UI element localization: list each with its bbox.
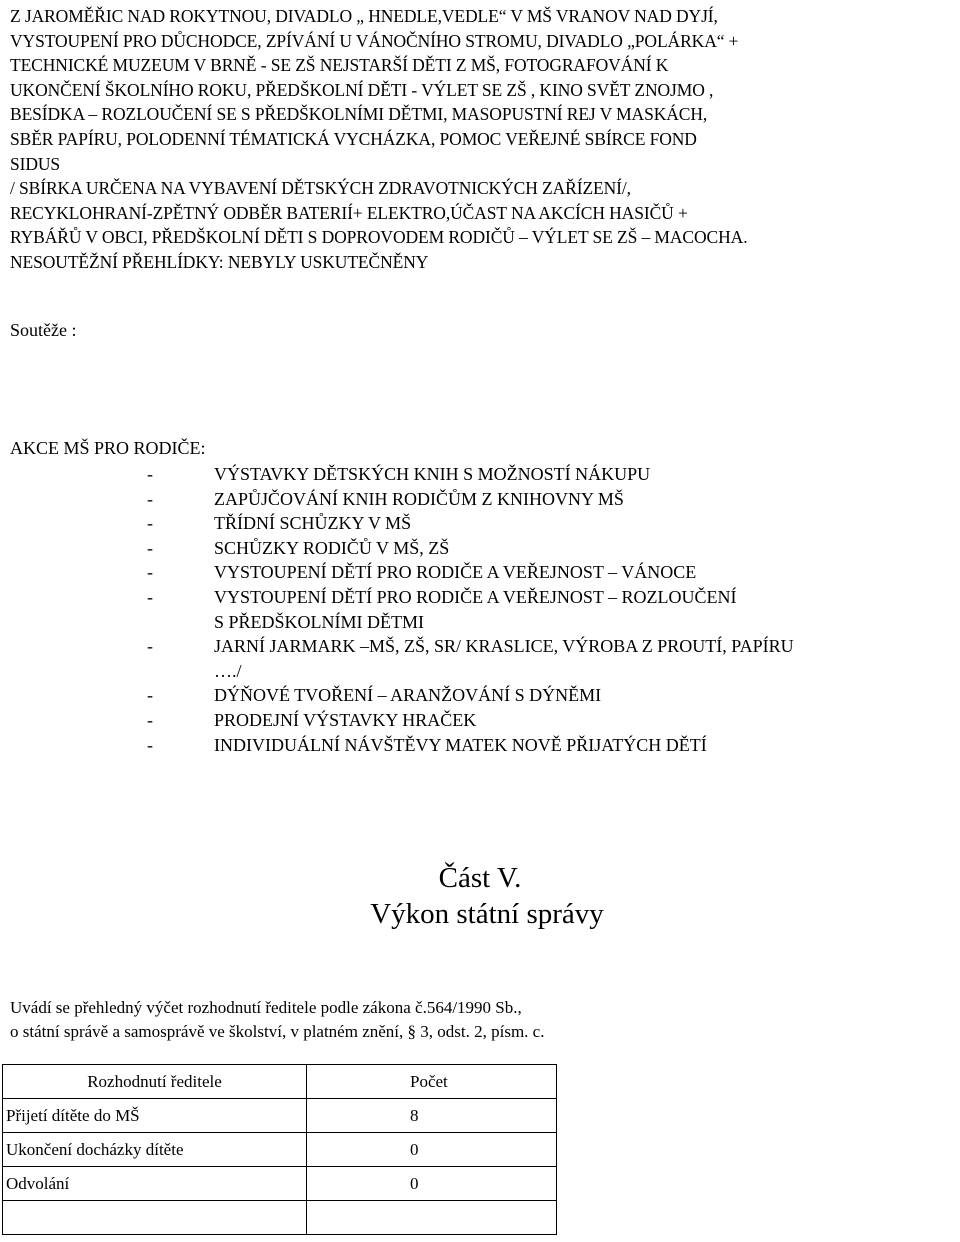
intro-line: SBĚR PAPÍRU, POLODENNÍ TÉMATICKÁ VYCHÁZKA, POMOC VEŘEJNÉ SBÍRCE FOND: [10, 128, 697, 149]
table-row: [3, 1133, 557, 1167]
table-row: [3, 1099, 557, 1133]
intro-line: Z JAROMĚŘIC NAD ROKYTNOU, DIVADLO „ HNEDLE,VEDLE“ V MŠ VRANOV NAD DYJÍ,: [10, 6, 718, 26]
intro-line: SIDUS: [10, 153, 61, 174]
list-item: [0, 634, 960, 683]
intro-line: BESÍDKA – ROZLOUČENÍ SE S PŘEDŠKOLNÍMI DĚTMI, MASOPUSTNÍ REJ V MASKÁCH,: [10, 104, 708, 125]
competitions-label: Soutěže :: [10, 320, 77, 340]
list-item: [0, 733, 960, 758]
table-header-row: [3, 1065, 557, 1099]
list-item-text: VÝSTAVKY DĚTSKÝCH KNIH S MOŽNOSTÍ NÁKUPU: [214, 464, 651, 484]
list-dash: -: [147, 513, 153, 534]
table-row: [3, 1201, 557, 1235]
list-item-text: DÝŇOVÉ TVOŘENÍ – ARANŽOVÁNÍ S DÝNĚMI: [214, 685, 602, 706]
parent-activities-heading: AKCE MŠ PRO RODIČE:: [10, 438, 206, 458]
intro-line: RYBÁŘŮ V OBCI, PŘEDŠKOLNÍ DĚTI S DOPROVODEM RODIČŮ – VÝLET SE ZŠ – MACOCHA.: [10, 227, 748, 248]
list-dash: -: [147, 709, 153, 730]
list-item-continuation: …./: [214, 660, 242, 681]
list-dash: -: [147, 562, 153, 583]
table-row: [3, 1167, 557, 1201]
table-cell: [3, 1201, 307, 1235]
column-header: Počet: [307, 1065, 557, 1099]
list-item-text: PRODEJNÍ VÝSTAVKY HRAČEK: [214, 709, 477, 730]
decisions-table: [2, 1064, 557, 1235]
table-cell: 0: [307, 1167, 557, 1201]
intro-line: UKONČENÍ ŠKOLNÍHO ROKU, PŘEDŠKOLNÍ DĚTI - VÝLET SE ZŠ , KINO SVĚT ZNOJMO ,: [10, 79, 714, 100]
list-dash: -: [147, 734, 153, 755]
list-dash: -: [147, 464, 153, 484]
list-item-continuation: S PŘEDŠKOLNÍMI DĚTMI: [214, 611, 425, 632]
list-dash: -: [147, 636, 153, 657]
section-title: Část V.: [438, 862, 522, 894]
list-item: [0, 683, 960, 708]
table-cell: Přijetí dítěte do MŠ: [3, 1099, 307, 1133]
list-dash: -: [147, 488, 153, 509]
table-cell: Ukončení docházky dítěte: [3, 1133, 307, 1167]
list-item-text: SCHŮZKY RODIČŮ V MŠ, ZŠ: [214, 537, 450, 558]
column-header: Rozhodnutí ředitele: [3, 1065, 307, 1099]
list-item: [0, 462, 960, 487]
list-dash: -: [147, 685, 153, 706]
table-cell: Odvolání: [3, 1167, 307, 1201]
intro-line: RECYKLOHRANÍ-ZPĚTNÝ ODBĚR BATERIÍ+ ELEKTRO,ÚČAST NA AKCÍCH HASIČŮ +: [10, 202, 688, 223]
list-item: [0, 511, 960, 536]
intro-line: VYSTOUPENÍ PRO DŮCHODCE, ZPÍVÁNÍ U VÁNOČNÍHO STROMU, DIVADLO „POLÁRKA“ +: [10, 30, 739, 51]
table-cell: 8: [307, 1099, 557, 1133]
list-dash: -: [147, 586, 153, 607]
list-dash: -: [147, 537, 153, 558]
parent-activities-list: [0, 462, 960, 757]
list-item-text: INDIVIDUÁLNÍ NÁVŠTĚVY MATEK NOVĚ PŘIJATÝCH DĚTÍ: [214, 734, 707, 755]
list-item-text: TŘÍDNÍ SCHŮZKY V MŠ: [214, 513, 412, 534]
list-item: [0, 560, 960, 585]
note-line: o státní správě a samosprávě ve školství, v platném znění, § 3, odst. 2, písm. c.: [10, 1022, 545, 1041]
list-item-text: ZAPŮJČOVÁNÍ KNIH RODIČŮM Z KNIHOVNY MŠ: [214, 488, 624, 509]
table-cell: [307, 1201, 557, 1235]
list-item: [0, 536, 960, 561]
activities-paragraph: [10, 4, 955, 275]
section-subtitle: Výkon státní správy: [370, 898, 604, 930]
note-line: Uvádí se přehledný výčet rozhodnutí ředitele podle zákona č.564/1990 Sb.,: [10, 998, 522, 1017]
intro-line: NESOUTĚŽNÍ PŘEHLÍDKY: NEBYLY USKUTEČNĚNY: [10, 251, 429, 272]
section-note: [10, 996, 544, 1044]
intro-line: / SBÍRKA URČENA NA VYBAVENÍ DĚTSKÝCH ZDRAVOTNICKÝCH ZAŘÍZENÍ/,: [10, 178, 631, 199]
table-cell: 0: [307, 1133, 557, 1167]
list-item: [0, 585, 960, 634]
list-item: [0, 487, 960, 512]
list-item-text: VYSTOUPENÍ DĚTÍ PRO RODIČE A VEŘEJNOST – VÁNOCE: [214, 562, 697, 583]
list-item-text: JARNÍ JARMARK –MŠ, ZŠ, SR/ KRASLICE, VÝROBA Z PROUTÍ, PAPÍRU: [214, 636, 794, 657]
list-item-text: VYSTOUPENÍ DĚTÍ PRO RODIČE A VEŘEJNOST – ROZLOUČENÍ: [214, 586, 737, 607]
intro-line: TECHNICKÉ MUZEUM V BRNĚ - SE ZŠ NEJSTARŠÍ DĚTI Z MŠ, FOTOGRAFOVÁNÍ K: [10, 55, 669, 76]
list-item: [0, 708, 960, 733]
